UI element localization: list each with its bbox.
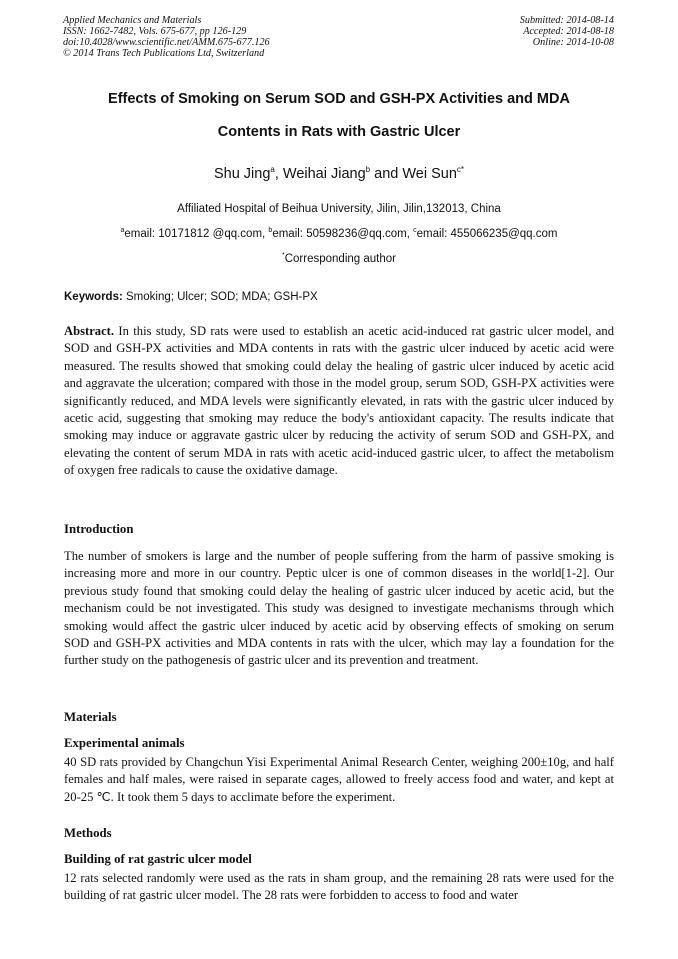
experimental-animals-heading: Experimental animals — [64, 736, 185, 750]
author-name: Weihai Jiang — [282, 166, 366, 182]
author-separator: and — [370, 166, 403, 182]
email-a: email: 10171812 @qq.com, — [124, 228, 269, 240]
abstract — [64, 323, 614, 480]
author-sup: a — [270, 165, 275, 175]
author-separator: , — [274, 166, 283, 182]
author-name: Shu Jing — [213, 166, 271, 182]
model-building-text: 12 rats selected randomly were used as the rats in sham group, and the remaining 28 rats were used for the building of rat gastric ulcer model. The 28 rats were forbidden to access to food and water — [64, 871, 614, 903]
accepted-date: Accepted: 2014-08-18 — [523, 26, 614, 37]
email-c: email: 455066235@qq.com — [416, 228, 558, 240]
email-sup: a — [120, 227, 125, 235]
author-sup: b — [365, 165, 371, 175]
keywords — [64, 291, 614, 303]
paper-title-line-2: Contents in Rats with Gastric Ulcer — [217, 124, 461, 140]
affiliation: Affiliated Hospital of Beihua University, Jilin, Jilin,132013, China — [177, 203, 501, 215]
model-building-heading: Building of rat gastric ulcer model — [64, 852, 252, 866]
author-sup: c* — [456, 165, 465, 175]
materials-heading: Materials — [64, 710, 117, 724]
corresponding-text: Corresponding author — [284, 253, 396, 265]
paper-title-line-1: Effects of Smoking on Serum SOD and GSH-PX Activities and MDA — [108, 91, 570, 107]
experimental-animals-text: 40 SD rats provided by Changchun Yisi Experimental Animal Research Center, weighing 200±10g, and half females and half males, were raised in separate cages, allowed to freely access food and water, and kept at 20-25 ℃. It took them 5 days to acclimate before the experiment. — [64, 755, 614, 804]
methods-heading: Methods — [64, 826, 112, 840]
email-sup: c — [413, 227, 417, 235]
doi-line: doi:10.4028/www.scientific.net/AMM.675-677.126 — [63, 37, 270, 48]
email-sup: b — [268, 227, 273, 235]
keywords-label: Keywords: — [64, 291, 123, 303]
author-list — [40, 166, 638, 182]
keywords-text: Smoking; Ulcer; SOD; MDA; GSH-PX — [122, 291, 318, 303]
journal-name: Applied Mechanics and Materials — [63, 15, 202, 26]
corresponding-sup: * — [282, 252, 285, 260]
journal-header-left — [63, 15, 270, 59]
journal-header-right — [520, 15, 614, 48]
email-list — [40, 228, 638, 240]
copyright-line: © 2014 Trans Tech Publications Ltd, Switzerland — [63, 48, 265, 59]
email-b: email: 50598236@qq.com, — [272, 228, 414, 240]
abstract-label: Abstract. — [64, 324, 115, 338]
issn-line: ISSN: 1662-7482, Vols. 675-677, pp 126-129 — [63, 26, 247, 37]
abstract-text: In this study, SD rats were used to establish an acetic acid-induced rat gastric ulcer model, and SOD and GSH-PX activities and MDA contents in rats with the gastric ulcer induced by acetic acid were measured. The results showed that smoking could delay the healing of gastric ulcer induced by acetic acid and aggravate the ulceration; compared with those in the model group, serum SOD, GSH-PX activities were significantly reduced, and MDA levels were significantly elevated, in rats with the gastric ulcer induced by acetic acid, suggesting that smoking may reduce the body's antioxidant capacity. The results indicate that smoking may induce or aggravate gastric ulcer by reducing the activity of serum SOD and GSH-PX, and elevating the content of serum MDA in rats with acetic acid-induced gastric ulcer, to affect the metabolism of oxygen free radicals to cause the oxidative damage. — [64, 324, 614, 478]
introduction-text: The number of smokers is large and the number of people suffering from the harm of passive smoking is increasing more and more in our country. Peptic ulcer is one of common diseases in the world[1-2]. Our previous study found that smoking could delay the healing of gastric ulcer induced by acetic acid, but the mechanism could be not investigated. This study was designed to investigate mechanisms through which smoking would affect the gastric ulcer induced by acetic acid by observing effects of smoking on serum SOD and GSH-PX activities and MDA contents in rats with the ulcer, which may lay a foundation for the further study on the pathogenesis of gastric ulcer and its prevention and treatment. — [64, 549, 614, 668]
introduction-heading: Introduction — [64, 522, 134, 536]
submitted-date: Submitted: 2014-08-14 — [519, 15, 614, 26]
corresponding-author-note — [40, 253, 638, 265]
author-name: Wei Sun — [402, 166, 457, 182]
online-date: Online: 2014-10-08 — [532, 37, 614, 48]
